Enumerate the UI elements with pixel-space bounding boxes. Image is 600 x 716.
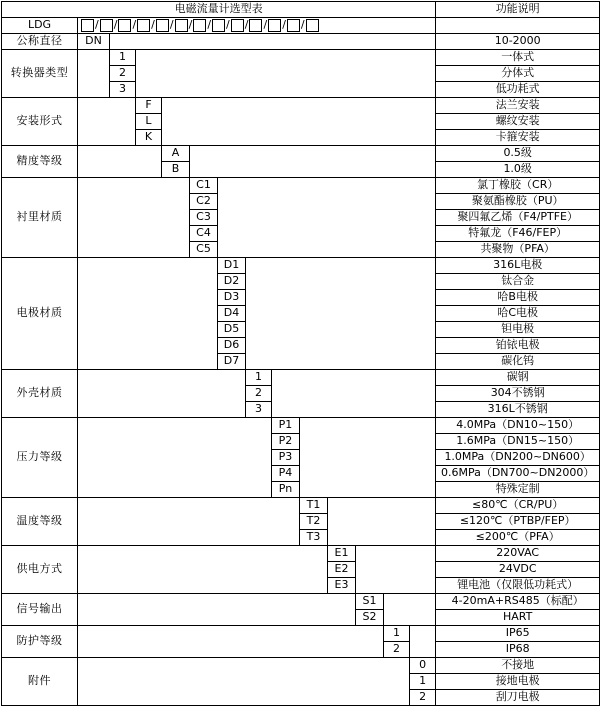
code-cell: T2	[300, 514, 328, 530]
code-cell: T1	[300, 498, 328, 514]
spacer-cell	[110, 34, 436, 50]
desc-cell: 锂电池（仅限低功耗式）	[436, 578, 600, 594]
desc-cell-nominal-diameter: 10-2000	[436, 34, 600, 50]
desc-cell: HART	[436, 610, 600, 626]
desc-cell: 氯丁橡胶（CR）	[436, 178, 600, 194]
selection-table	[1, 1, 600, 706]
row-label-accuracy-class: 精度等级	[2, 146, 78, 178]
code-box	[212, 19, 225, 32]
table-row-power-supply	[2, 546, 600, 562]
code-box	[137, 19, 150, 32]
table-row-accessories	[2, 658, 600, 674]
code-cell: S2	[356, 610, 384, 626]
desc-cell: 一体式	[436, 50, 600, 66]
row-label-housing-material: 外壳材质	[2, 370, 78, 418]
table-row-signal-output	[2, 594, 600, 610]
row-label-protection-class: 防护等级	[2, 626, 78, 658]
code-cell: A	[162, 146, 190, 162]
desc-cell: 1.0MPa（DN200~DN600）	[436, 450, 600, 466]
code-cell: P4	[272, 466, 300, 482]
code-cell: T3	[300, 530, 328, 546]
code-cell: 2	[410, 690, 436, 706]
code-box	[249, 19, 262, 32]
spacer-cell	[78, 418, 272, 498]
desc-cell: 0.6MPa（DN700~DN2000）	[436, 466, 600, 482]
code-cell: E3	[328, 578, 356, 594]
spacer-cell	[78, 594, 356, 626]
code-cell: C5	[190, 242, 218, 258]
code-box	[118, 19, 131, 32]
desc-cell: 304不锈钢	[436, 386, 600, 402]
code-slash: /	[188, 18, 193, 32]
code-cell: P3	[272, 450, 300, 466]
code-cell: C2	[190, 194, 218, 210]
code-cell: D1	[218, 258, 246, 274]
desc-cell: ≤80℃（CR/PU）	[436, 498, 600, 514]
spacer-cell	[78, 258, 218, 370]
spacer-cell	[384, 594, 436, 626]
code-cell: F	[136, 98, 162, 114]
desc-cell: 钽电极	[436, 322, 600, 338]
desc-cell: ≤200℃（PFA）	[436, 530, 600, 546]
desc-cell: 卡箍安装	[436, 130, 600, 146]
table-row-protection-class	[2, 626, 600, 642]
desc-cell: 接地电极	[436, 674, 600, 690]
desc-cell: 聚氨酯橡胶（PU）	[436, 194, 600, 210]
model-code-row	[2, 18, 600, 34]
code-box	[306, 19, 319, 32]
code-slash: /	[95, 18, 99, 32]
code-cell: D6	[218, 338, 246, 354]
spacer-cell	[410, 626, 436, 658]
table-row-pressure-rating	[2, 418, 600, 434]
table-title-row	[2, 2, 600, 18]
code-slash: /	[282, 18, 286, 32]
desc-cell: IP65	[436, 626, 600, 642]
desc-cell: 碳化钨	[436, 354, 600, 370]
desc-cell: 聚四氟乙烯（F4/PTFE）	[436, 210, 600, 226]
code-cell: 1	[110, 50, 136, 66]
code-cell: P1	[272, 418, 300, 434]
spacer-cell	[78, 178, 190, 258]
desc-cell: 钛合金	[436, 274, 600, 290]
spacer-cell	[136, 50, 436, 98]
spacer-cell	[272, 370, 436, 418]
desc-cell: 共聚物（PFA）	[436, 242, 600, 258]
row-label-nominal-diameter: 公称直径	[2, 34, 78, 50]
code-box	[193, 19, 206, 32]
code-slash: /	[300, 18, 305, 32]
code-cell: E1	[328, 546, 356, 562]
desc-column-header: 功能说明	[436, 2, 600, 18]
table-row-liner-material	[2, 178, 600, 194]
desc-cell: 低功耗式	[436, 82, 600, 98]
desc-cell: 1.6MPa（DN15~150）	[436, 434, 600, 450]
code-cell: D2	[218, 274, 246, 290]
code-cell: K	[136, 130, 162, 146]
desc-cell: 220VAC	[436, 546, 600, 562]
table-row-installation-type	[2, 98, 600, 114]
desc-cell: 4-20mA+RS485（标配）	[436, 594, 600, 610]
desc-cell: 螺纹安装	[436, 114, 600, 130]
table-row-housing-material	[2, 370, 600, 386]
code-slash: /	[169, 18, 174, 32]
code-slash: /	[113, 18, 118, 32]
code-cell: D5	[218, 322, 246, 338]
desc-cell: IP68	[436, 642, 600, 658]
code-cell: D4	[218, 306, 246, 322]
desc-cell: 哈B电极	[436, 290, 600, 306]
desc-cell: 法兰安装	[436, 98, 600, 114]
code-box	[100, 19, 113, 32]
code-cell: S1	[356, 594, 384, 610]
spacer-cell	[78, 50, 110, 98]
spacer-cell	[78, 498, 300, 546]
code-cell: 3	[246, 402, 272, 418]
desc-cell: 24VDC	[436, 562, 600, 578]
code-cell: 1	[246, 370, 272, 386]
spacer-cell	[162, 98, 436, 146]
spacer-cell	[78, 146, 162, 178]
code-cell: C1	[190, 178, 218, 194]
spacer-cell	[190, 146, 436, 178]
desc-cell: 316L不锈钢	[436, 402, 600, 418]
model-prefix: LDG	[2, 18, 78, 34]
desc-cell: 分体式	[436, 66, 600, 82]
table-row-electrode-material	[2, 258, 600, 274]
code-cell: 2	[384, 642, 410, 658]
code-box	[268, 19, 281, 32]
code-box	[156, 19, 169, 32]
row-label-installation-type: 安装形式	[2, 98, 78, 146]
spacer-cell	[78, 370, 246, 418]
table-row-temperature-rating	[2, 498, 600, 514]
code-box-strip	[78, 18, 435, 33]
code-slash: /	[263, 18, 268, 32]
spacer-cell	[300, 418, 436, 498]
code-cell: Pn	[272, 482, 300, 498]
code-slash: /	[132, 18, 137, 32]
row-label-power-supply: 供电方式	[2, 546, 78, 594]
code-cell: B	[162, 162, 190, 178]
spacer-cell	[246, 258, 436, 370]
page-title: 电磁流量计选型表	[2, 2, 436, 18]
desc-cell: 特氟龙（F46/FEP）	[436, 226, 600, 242]
model-code-boxes	[78, 18, 436, 34]
desc-cell: 4.0MPa（DN10~150）	[436, 418, 600, 434]
row-label-pressure-rating: 压力等级	[2, 418, 78, 498]
spacer-cell	[78, 658, 410, 706]
desc-cell: 特殊定制	[436, 482, 600, 498]
code-cell: D7	[218, 354, 246, 370]
code-cell: 2	[246, 386, 272, 402]
row-label-temperature-rating: 温度等级	[2, 498, 78, 546]
desc-cell: 不接地	[436, 658, 600, 674]
row-label-accessories: 附件	[2, 658, 78, 706]
spacer-cell	[356, 546, 436, 594]
code-cell-dn: DN	[78, 34, 110, 50]
code-box	[231, 19, 244, 32]
code-cell: P2	[272, 434, 300, 450]
code-box	[287, 19, 300, 32]
spacer-cell	[78, 546, 328, 594]
code-slash: /	[226, 18, 230, 32]
desc-cell: 1.0级	[436, 162, 600, 178]
row-label-signal-output: 信号输出	[2, 594, 78, 626]
table-row-converter-type	[2, 50, 600, 66]
code-box	[175, 19, 188, 32]
code-box	[81, 19, 94, 32]
code-cell: C4	[190, 226, 218, 242]
row-label-liner-material: 衬里材质	[2, 178, 78, 258]
code-cell: 2	[110, 66, 136, 82]
code-slash: /	[151, 18, 155, 32]
desc-cell: 刮刀电极	[436, 690, 600, 706]
code-cell: E2	[328, 562, 356, 578]
code-cell: 3	[110, 82, 136, 98]
desc-cell: 0.5级	[436, 146, 600, 162]
code-slash: /	[244, 18, 249, 32]
code-slash: /	[207, 18, 212, 32]
code-cell: 1	[410, 674, 436, 690]
spacer-cell	[78, 626, 384, 658]
code-cell: L	[136, 114, 162, 130]
desc-cell: 碳钢	[436, 370, 600, 386]
code-cell: 1	[384, 626, 410, 642]
spacer-cell	[78, 98, 136, 146]
row-label-converter-type: 转换器类型	[2, 50, 78, 98]
code-cell: D3	[218, 290, 246, 306]
table-row-accuracy-class	[2, 146, 600, 162]
desc-cell: 铂铱电极	[436, 338, 600, 354]
desc-cell: ≤120℃（PTBP/FEP）	[436, 514, 600, 530]
row-label-electrode-material: 电极材质	[2, 258, 78, 370]
desc-cell: 316L电极	[436, 258, 600, 274]
spacer-cell	[328, 498, 436, 546]
code-cell: C3	[190, 210, 218, 226]
desc-cell: 哈C电极	[436, 306, 600, 322]
code-cell: 0	[410, 658, 436, 674]
table-row-nominal-diameter	[2, 34, 600, 50]
spacer-cell	[218, 178, 436, 258]
desc-cell	[436, 18, 600, 34]
